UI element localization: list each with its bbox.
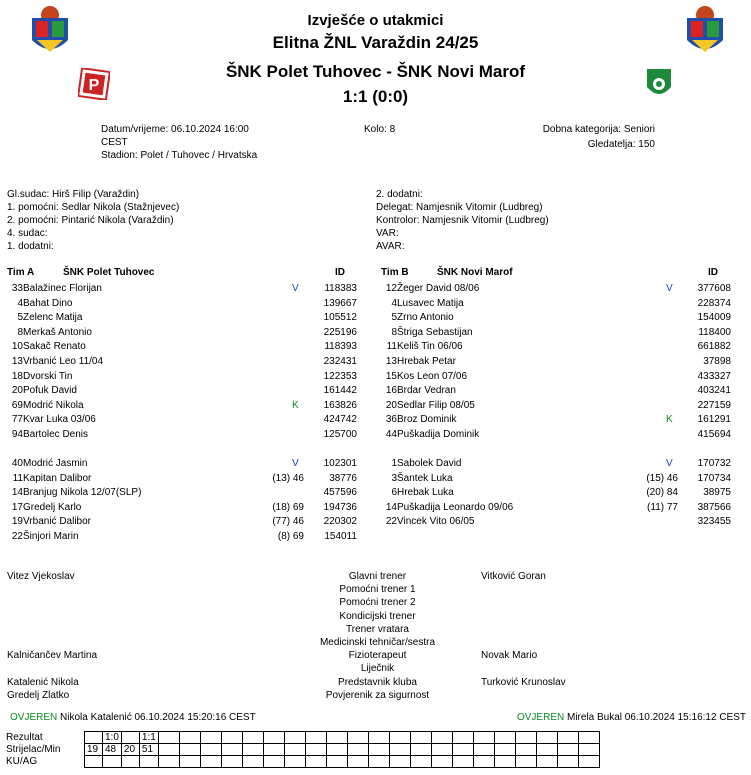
player-row <box>0 515 365 529</box>
player-id: 170732 <box>697 458 731 469</box>
player-name: Zrno Antonio <box>397 312 454 324</box>
player-sub-info: (77) 46 <box>272 516 304 528</box>
player-id: 194736 <box>323 501 357 513</box>
player-sub-info: (11) 77 <box>647 501 678 513</box>
team-a-name: ŠNK Polet Tuhovec <box>63 267 155 278</box>
player-id: 105512 <box>323 312 357 324</box>
results-cell <box>494 744 515 756</box>
player-id: 125700 <box>323 429 357 440</box>
player-id: 415694 <box>697 429 731 440</box>
results-row-label: Rezultat <box>6 732 43 743</box>
results-cell <box>158 744 179 756</box>
player-row <box>0 355 365 369</box>
staff-role: Pomoćni trener 2 <box>339 597 416 609</box>
results-cell <box>179 732 200 744</box>
player-id: 161291 <box>697 414 731 426</box>
results-cell <box>494 732 515 744</box>
player-id: 154011 <box>324 531 357 542</box>
results-cell <box>536 744 557 756</box>
official-left-line: Gl.sudac: Hirš Filip (Varaždin) <box>7 189 140 200</box>
player-number: 77 <box>11 414 23 426</box>
results-cell <box>389 756 410 768</box>
player-name: Sakač Renato <box>23 341 86 353</box>
official-right-line: Delegat: Namjesnik Vitomir (Ludbreg) <box>376 202 543 213</box>
competition-title: Elitna ŽNL Varaždin 24/25 <box>272 33 479 52</box>
player-name: Lusavec Matija <box>397 297 464 309</box>
player-number: 22 <box>11 531 23 542</box>
player-number: 44 <box>385 429 397 440</box>
results-cell <box>557 744 578 756</box>
results-row-label: KU/AG <box>6 756 38 767</box>
results-cell <box>221 732 242 744</box>
player-row <box>374 282 739 296</box>
player-mark-v: V <box>666 283 673 294</box>
team-b-name: ŠNK Novi Marof <box>437 267 513 278</box>
results-cell <box>263 744 284 756</box>
player-row <box>374 297 739 311</box>
results-cell <box>326 756 347 768</box>
player-id: 228374 <box>697 297 731 309</box>
results-cell: 48 <box>103 744 122 756</box>
official-right-line: AVAR: <box>376 241 405 252</box>
player-name: Šantek Luka <box>397 472 453 484</box>
staff-role: Fizioterapeut <box>348 650 407 662</box>
results-cell <box>536 756 557 768</box>
player-id: 161442 <box>323 385 357 397</box>
player-name: Dvorski Tin <box>23 370 73 382</box>
results-cell <box>242 756 263 768</box>
player-row <box>0 501 365 515</box>
player-row <box>0 399 365 413</box>
results-cell <box>452 756 473 768</box>
player-number: 5 <box>391 312 397 324</box>
player-number: 8 <box>391 326 397 338</box>
player-row <box>0 428 365 442</box>
player-mark-v: V <box>666 458 673 469</box>
results-cell <box>326 732 347 744</box>
player-name: Keliš Tin 06/06 <box>397 341 463 353</box>
match-round: Kolo: 8 <box>364 124 396 135</box>
team-b-id-header: ID <box>708 267 718 278</box>
player-number: 33 <box>11 283 23 294</box>
player-name: Vrbanić Dalibor <box>23 516 91 528</box>
player-row <box>374 311 739 325</box>
player-row <box>374 384 739 398</box>
results-cell <box>121 732 139 744</box>
spectators: Gledatelja: 150 <box>587 139 655 150</box>
player-id: 118393 <box>324 341 357 353</box>
player-id: 457596 <box>323 487 357 499</box>
player-id: 154009 <box>697 312 731 324</box>
player-name: Bartolec Denis <box>23 429 89 440</box>
player-mark-v: V <box>292 283 299 294</box>
svg-text:P: P <box>88 77 100 94</box>
player-row <box>0 326 365 340</box>
results-cell <box>179 744 200 756</box>
staff-role: Predstavnik kluba <box>338 676 417 688</box>
match-stadium: Stadion: Polet / Tuhovec / Hrvatska <box>101 150 258 161</box>
player-name: Pofuk David <box>23 385 77 397</box>
player-row <box>374 399 739 413</box>
results-cell: 20 <box>121 744 139 756</box>
report-title: Izvješće o utakmici <box>307 12 444 29</box>
results-cell <box>284 732 305 744</box>
player-id: 118400 <box>698 326 731 338</box>
official-right-line: Kontrolor: Namjesnik Vitomir (Ludbreg) <box>376 215 549 226</box>
results-cell <box>368 744 389 756</box>
player-name: Broz Dominik <box>397 414 457 426</box>
results-cell: 1:1 <box>139 732 158 744</box>
player-row <box>374 326 739 340</box>
results-cell: 19 <box>85 744 103 756</box>
player-name: Modrić Jasmin <box>23 458 88 469</box>
player-name: Zelenc Matija <box>23 312 83 324</box>
results-cell <box>347 756 368 768</box>
results-cell <box>515 732 536 744</box>
player-number: 6 <box>391 487 397 499</box>
player-row <box>0 457 365 471</box>
player-id: 225196 <box>323 326 357 338</box>
results-cell <box>452 744 473 756</box>
results-cell <box>103 756 122 768</box>
player-id: 170734 <box>697 472 731 484</box>
match-title: ŠNK Polet Tuhovec - ŠNK Novi Marof <box>225 62 526 81</box>
player-id: 232431 <box>323 356 357 367</box>
player-sub-info: (18) 69 <box>272 501 304 513</box>
results-cell <box>389 732 410 744</box>
official-right-line: 2. dodatni: <box>376 189 423 200</box>
player-row <box>0 311 365 325</box>
player-row <box>0 340 365 354</box>
player-number: 69 <box>11 399 23 411</box>
player-number: 20 <box>11 385 23 397</box>
match-datetime: Datum/vrijeme: 06.10.2024 16:00 <box>101 124 249 135</box>
player-id: 377608 <box>697 283 731 294</box>
player-number: 17 <box>11 501 23 513</box>
team-a-label: Tim A <box>7 267 35 278</box>
player-number: 8 <box>17 326 23 338</box>
player-name: Brdar Vedran <box>397 385 456 397</box>
player-number: 18 <box>11 370 23 382</box>
results-row-label: Strijelac/Min <box>6 744 61 755</box>
staff-role: Kondicijski trener <box>339 610 416 622</box>
staff-role: Medicinski tehničar/sestra <box>319 637 436 648</box>
player-number: 40 <box>11 458 23 469</box>
player-id: 220302 <box>323 516 357 528</box>
match-timezone: CEST <box>101 137 128 148</box>
results-cell <box>221 744 242 756</box>
staff-left-name: Vitez Vjekoslav <box>7 571 75 582</box>
player-sub-info: (15) 46 <box>646 472 678 484</box>
official-left-line: 1. dodatni: <box>7 241 54 252</box>
official-right-line: VAR: <box>376 228 399 239</box>
results-cell <box>389 744 410 756</box>
player-name: Vincek Vito 06/05 <box>397 516 475 528</box>
player-name: Branjug Nikola 12/07(SLP) <box>23 487 142 499</box>
player-name: Merkaš Antonio <box>23 326 92 338</box>
player-id: 661882 <box>697 341 731 353</box>
player-row <box>374 370 739 384</box>
player-row <box>374 486 739 500</box>
results-cell <box>410 744 431 756</box>
player-row <box>374 472 739 486</box>
results-cell <box>431 756 452 768</box>
player-name: Sedlar Filip 08/05 <box>397 399 475 411</box>
player-id: 323455 <box>697 516 731 528</box>
verification-right-text: Mirela Bukal 06.10.2024 15:16:12 CEST <box>567 712 746 723</box>
results-cell <box>263 732 284 744</box>
results-cell <box>578 756 599 768</box>
player-row <box>0 486 365 500</box>
staff-role: Povjerenik za sigurnost <box>325 689 430 701</box>
player-number: 1 <box>391 458 397 469</box>
player-id: 424742 <box>323 414 357 426</box>
results-cell <box>347 744 368 756</box>
staff-left-name: Kalničančev Martina <box>7 650 98 662</box>
player-name: Kapitan Dalibor <box>23 472 92 484</box>
official-left-line: 1. pomoćni: Sedlar Nikola (Stažnjevec) <box>7 202 180 213</box>
player-name: Puškadija Dominik <box>397 429 480 440</box>
results-cell <box>557 732 578 744</box>
results-cell <box>578 732 599 744</box>
staff-role: Liječnik <box>360 663 395 675</box>
official-left-line: 2. pomoćni: Pintarić Nikola (Varaždin) <box>7 215 174 226</box>
player-row <box>374 413 739 427</box>
official-left-line: 4. sudac: <box>7 228 48 239</box>
results-cell <box>305 744 326 756</box>
player-id: 403241 <box>697 385 731 397</box>
results-cell <box>494 756 515 768</box>
officials-left <box>7 188 179 253</box>
player-number: 4 <box>391 297 397 309</box>
player-id: 163826 <box>323 399 357 411</box>
player-id: 227159 <box>697 399 731 411</box>
player-name: Gredelj Karlo <box>23 501 82 513</box>
verification-right-status: OVJEREN <box>516 712 565 723</box>
player-number: 11 <box>386 341 397 353</box>
player-name: Štriga Sebastijan <box>397 326 473 338</box>
results-cell <box>200 756 221 768</box>
player-name: Puškadija Leonardo 09/06 <box>397 501 514 513</box>
results-cell <box>515 756 536 768</box>
player-name: Kos Leon 07/06 <box>397 370 468 382</box>
player-name: Bahat Dino <box>23 297 73 309</box>
results-cell <box>431 744 452 756</box>
results-cell <box>200 744 221 756</box>
player-name: Sabolek David <box>397 458 462 469</box>
player-name: Kvar Luka 03/06 <box>23 414 96 426</box>
results-row <box>4 732 599 744</box>
player-row <box>0 472 365 486</box>
results-cell <box>284 756 305 768</box>
results-cell <box>121 756 139 768</box>
player-row <box>0 370 365 384</box>
results-cell <box>179 756 200 768</box>
player-id: 122353 <box>323 370 357 382</box>
player-number: 15 <box>385 370 397 382</box>
verification-right <box>517 712 746 723</box>
results-cell: 51 <box>139 744 158 756</box>
player-name: Hrebak Petar <box>397 356 456 367</box>
results-cell <box>368 732 389 744</box>
results-cell <box>139 756 158 768</box>
player-number: 22 <box>385 516 397 528</box>
officials-right <box>376 188 549 253</box>
player-sub-info: (8) 69 <box>277 531 304 542</box>
results-cell <box>431 732 452 744</box>
player-row <box>374 340 739 354</box>
results-row <box>4 744 599 756</box>
player-row <box>0 384 365 398</box>
staff-right-name: Turković Krunoslav <box>481 676 566 688</box>
results-cell <box>473 744 494 756</box>
player-sub-info: (20) 84 <box>646 487 678 499</box>
team-a-id-header: ID <box>335 267 345 278</box>
player-number: 3 <box>391 472 397 484</box>
results-cell <box>158 756 179 768</box>
player-row <box>374 501 739 515</box>
player-name: Hrebak Luka <box>397 487 454 499</box>
player-number: 5 <box>17 312 23 324</box>
results-cell <box>515 744 536 756</box>
results-cell <box>473 756 494 768</box>
results-cell <box>158 732 179 744</box>
results-cell <box>473 732 494 744</box>
age-category: Dobna kategorija: Seniori <box>542 124 655 135</box>
results-cell <box>85 732 103 744</box>
results-cell <box>452 732 473 744</box>
player-name: Vrbanić Leo 11/04 <box>23 356 104 367</box>
player-name: Modrić Nikola <box>23 399 84 411</box>
results-cell <box>284 744 305 756</box>
results-cell <box>326 744 347 756</box>
staff-left-name: Gredelj Zlatko <box>7 689 70 701</box>
results-cell <box>305 732 326 744</box>
results-table <box>4 731 600 768</box>
player-number: 16 <box>385 385 397 397</box>
player-number: 13 <box>11 356 23 367</box>
staff-role: Glavni trener <box>348 571 407 582</box>
player-number: 10 <box>11 341 23 353</box>
results-cell <box>368 756 389 768</box>
player-row <box>0 297 365 311</box>
player-row <box>374 515 739 529</box>
player-number: 13 <box>385 356 397 367</box>
player-row <box>374 355 739 369</box>
results-row <box>4 756 599 768</box>
verification-left <box>10 712 256 723</box>
staff-role: Pomoćni trener 1 <box>339 584 416 596</box>
player-id: 37898 <box>703 356 731 367</box>
player-name: Žeger David 08/06 <box>397 283 480 294</box>
player-number: 94 <box>11 429 23 440</box>
results-cell <box>242 744 263 756</box>
player-mark-k: K <box>666 414 673 426</box>
player-id: 387566 <box>697 501 731 513</box>
results-cell <box>200 732 221 744</box>
verification-left-status: OVJEREN <box>10 712 58 723</box>
player-mark-v: V <box>292 458 299 469</box>
player-id: 38975 <box>703 487 731 499</box>
results-cell <box>578 744 599 756</box>
player-name: Šinjori Marin <box>23 531 79 542</box>
results-cell <box>263 756 284 768</box>
player-number: 11 <box>12 472 23 484</box>
player-id: 139667 <box>323 297 357 309</box>
player-number: 14 <box>385 501 397 513</box>
results-cell: 1:0 <box>103 732 122 744</box>
player-row <box>374 428 739 442</box>
results-cell <box>410 756 431 768</box>
player-id: 102301 <box>323 458 357 469</box>
results-cell <box>85 756 103 768</box>
player-row <box>0 282 365 296</box>
staff-role: Trener vratara <box>346 623 409 635</box>
player-row <box>0 413 365 427</box>
player-number: 36 <box>385 414 397 426</box>
staff-right-name: Vitković Goran <box>481 571 546 582</box>
results-cell <box>221 756 242 768</box>
player-row <box>374 457 739 471</box>
team-b-label: Tim B <box>381 267 409 278</box>
player-mark-k: K <box>292 399 299 411</box>
results-cell <box>347 732 368 744</box>
player-number: 19 <box>11 516 23 528</box>
player-id: 38776 <box>329 472 357 484</box>
staff-left-name: Katalenić Nikola <box>7 676 79 688</box>
results-cell <box>305 756 326 768</box>
player-row <box>0 530 365 544</box>
results-cell <box>536 732 557 744</box>
player-number: 14 <box>11 487 23 499</box>
player-name: Balažinec Florijan <box>23 283 102 294</box>
staff-right-name: Novak Mario <box>481 650 538 662</box>
player-number: 4 <box>17 297 23 309</box>
match-score: 1:1 (0:0) <box>342 87 409 106</box>
player-id: 118383 <box>324 283 357 294</box>
player-id: 433327 <box>697 370 731 382</box>
results-cell <box>242 732 263 744</box>
verification-left-text: Nikola Katalenić 06.10.2024 15:20:16 CEST <box>60 712 256 723</box>
player-sub-info: (13) 46 <box>272 472 304 484</box>
results-cell <box>557 756 578 768</box>
player-number: 12 <box>385 283 397 294</box>
player-number: 20 <box>385 399 397 411</box>
results-cell <box>410 732 431 744</box>
